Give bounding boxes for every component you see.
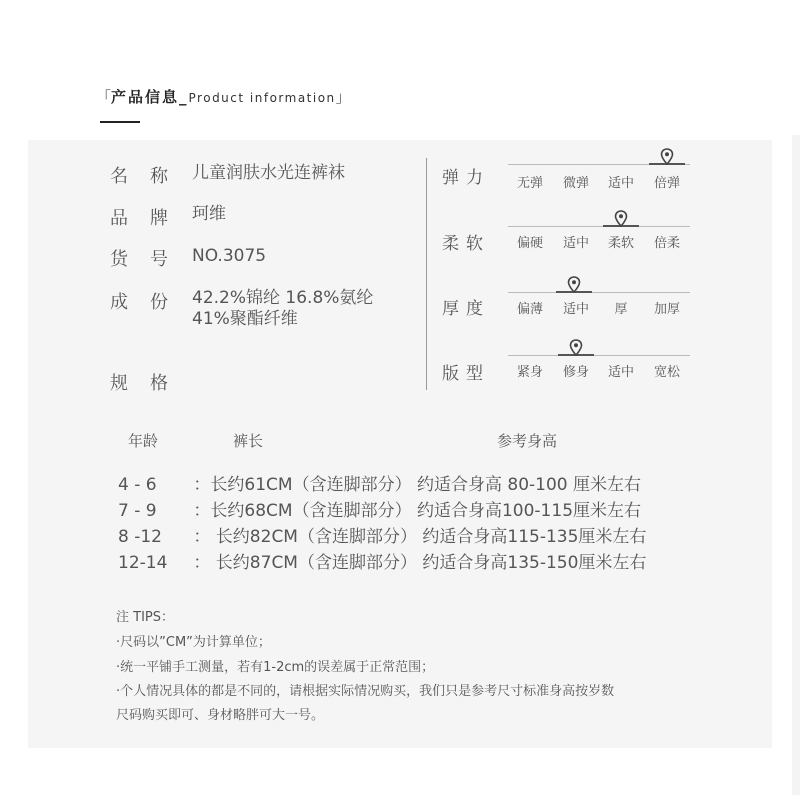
name-label: 名称 xyxy=(110,166,190,187)
scale-option: 倍柔 xyxy=(653,236,680,251)
scale-option: 适中 xyxy=(562,302,589,317)
composition-label: 成份 xyxy=(110,292,190,313)
scale-option: 适中 xyxy=(562,236,589,251)
composition-line-1: 42.2%锦纶 16.8%氨纶 xyxy=(192,288,374,308)
size-row xyxy=(118,470,641,495)
brand-value: 珂维 xyxy=(192,204,226,224)
scale-option: 无弹 xyxy=(516,176,543,191)
scale-option: 偏薄 xyxy=(516,302,543,317)
location-pin-icon xyxy=(567,276,581,294)
brand-label: 品牌 xyxy=(110,208,190,229)
tips-line: 尺码购买即可、身材略胖可大一号。 xyxy=(116,708,325,723)
right-edge-panel xyxy=(792,135,800,795)
size-row xyxy=(118,496,641,521)
scale-option: 倍弹 xyxy=(653,176,680,191)
sku-label: 货号 xyxy=(110,249,190,270)
scale-option: 适中 xyxy=(607,365,634,380)
scale-label-thickness: 厚度 xyxy=(442,299,490,319)
size-age: 12-14 xyxy=(118,553,168,573)
tips-title: 注 TIPS： xyxy=(116,610,174,625)
header-title-cn: 产品信息_ xyxy=(111,88,189,106)
scale-option: 宽松 xyxy=(653,365,680,380)
tips-line: ·统一平铺手工测量，若有1-2cm的误差属于正常范围； xyxy=(116,660,435,675)
scale-line xyxy=(508,292,690,293)
size-header-length: 裤长 xyxy=(233,432,264,450)
size-detail: ： 长约82CM（含连脚部分） 约适合身高115-135厘米左右 xyxy=(188,527,647,547)
section-header xyxy=(96,86,351,107)
size-detail: ：长约68CM（含连脚部分） 约适合身高100-115厘米左右 xyxy=(188,501,642,521)
size-detail: ：长约61CM（含连脚部分） 约适合身高 80-100 厘米左右 xyxy=(188,475,641,495)
location-pin-icon xyxy=(569,339,583,357)
size-header-height: 参考身高 xyxy=(497,432,558,450)
scale-option: 厚 xyxy=(614,302,628,317)
size-age: 4 - 6 xyxy=(118,475,157,495)
location-pin-icon xyxy=(660,148,674,166)
header-bracket-open: 「 xyxy=(96,88,112,106)
size-header-age: 年龄 xyxy=(128,432,159,450)
size-detail: ： 长约87CM（含连脚部分） 约适合身高135-150厘米左右 xyxy=(188,553,647,573)
spec-label: 规格 xyxy=(110,373,190,394)
header-bracket-close: 」 xyxy=(335,88,351,106)
scale-label-elasticity: 弹力 xyxy=(442,168,490,188)
scale-label-fit: 版型 xyxy=(442,364,490,384)
scale-option: 适中 xyxy=(607,176,634,191)
size-age: 7 - 9 xyxy=(118,501,157,521)
tips-line: ·尺码以”CM”为计算单位； xyxy=(116,635,271,650)
size-age: 8 -12 xyxy=(118,527,162,547)
header-underline xyxy=(100,121,140,123)
sku-value: NO.3075 xyxy=(192,246,267,266)
header-title-en: Product information xyxy=(188,91,336,105)
scale-option: 微弹 xyxy=(562,176,589,191)
scale-option: 加厚 xyxy=(653,302,680,317)
scale-option: 修身 xyxy=(562,365,589,380)
vertical-divider xyxy=(426,158,427,390)
size-row xyxy=(118,548,646,573)
scale-line xyxy=(508,355,690,356)
scale-option: 紧身 xyxy=(516,365,543,380)
scale-label-softness: 柔软 xyxy=(442,234,490,254)
composition-line-2: 41%聚酯纤维 xyxy=(192,309,298,329)
location-pin-icon xyxy=(614,210,628,228)
scale-option: 柔软 xyxy=(607,236,634,251)
tips-line: ·个人情况具体的都是不同的，请根据实际情况购买，我们只是参考尺寸标准身高按岁数 xyxy=(116,684,615,699)
scale-option: 偏硬 xyxy=(516,236,543,251)
scale-line xyxy=(508,226,690,227)
size-row xyxy=(118,522,646,547)
name-value: 儿童润肤水光连裤袜 xyxy=(192,163,345,183)
